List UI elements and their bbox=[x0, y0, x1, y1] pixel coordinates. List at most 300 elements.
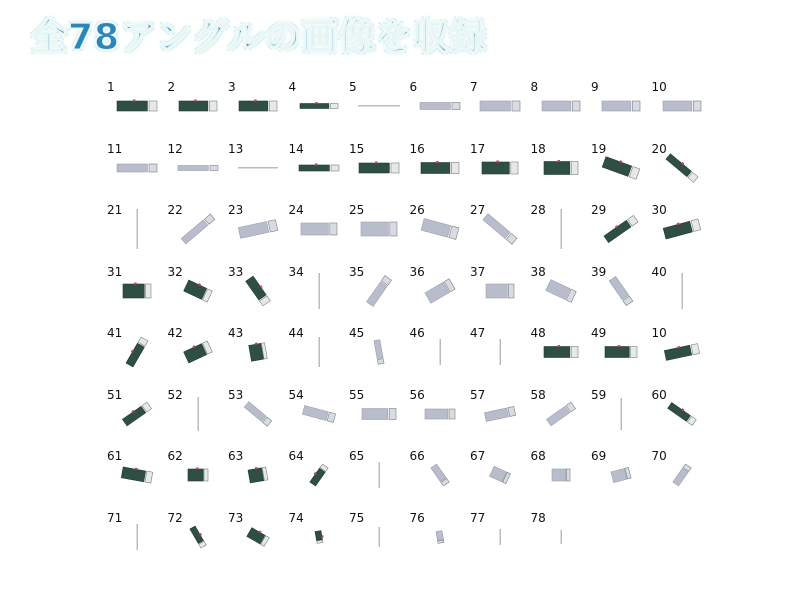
board-panel-shape bbox=[667, 402, 690, 421]
angle-number: 18 bbox=[530, 141, 546, 156]
board-panel-shape bbox=[602, 101, 631, 111]
angle-model-image bbox=[652, 340, 712, 386]
angle-number: 25 bbox=[349, 203, 365, 217]
angle-number: 64 bbox=[288, 449, 304, 463]
angle-model-image bbox=[591, 463, 651, 509]
board-panel-shape bbox=[244, 401, 266, 421]
angle-number: 32 bbox=[167, 264, 183, 279]
angle-number: 10 bbox=[651, 80, 667, 94]
angle-model-image bbox=[107, 402, 167, 448]
angle-thumbnail bbox=[168, 80, 228, 140]
side-unit-shape bbox=[571, 161, 578, 174]
angle-thumbnail bbox=[652, 326, 712, 386]
accent-mark-shape bbox=[255, 342, 258, 344]
angle-thumbnail bbox=[168, 265, 228, 325]
angle-thumbnail bbox=[349, 142, 409, 202]
angle-number: 7 bbox=[470, 80, 478, 94]
angle-model-image bbox=[107, 94, 167, 140]
angle-thumbnail bbox=[228, 203, 288, 263]
thin-edge-shape bbox=[318, 337, 320, 367]
angle-thumbnail bbox=[107, 449, 167, 509]
accent-mark-shape bbox=[321, 535, 323, 538]
angle-thumbnail bbox=[228, 388, 288, 448]
angle-thumbnail bbox=[168, 388, 228, 448]
side-unit-shape bbox=[268, 220, 278, 232]
angle-model-image bbox=[168, 340, 228, 386]
angle-number: 58 bbox=[530, 387, 546, 402]
board-panel-shape bbox=[179, 101, 208, 111]
angle-number: 23 bbox=[228, 203, 244, 217]
thin-edge-shape bbox=[621, 398, 623, 430]
angle-model-image bbox=[470, 279, 530, 325]
page-title: 全78アングルの画像を収録 bbox=[31, 17, 487, 58]
thin-edge-shape bbox=[379, 462, 381, 488]
angle-thumbnail bbox=[228, 265, 288, 325]
thin-edge-shape bbox=[358, 105, 400, 107]
angle-thumbnail bbox=[289, 388, 349, 448]
board-panel-shape bbox=[420, 103, 450, 110]
angle-model-image bbox=[470, 156, 530, 202]
angle-thumbnail bbox=[349, 203, 409, 263]
angle-number: 27 bbox=[470, 203, 486, 217]
board-panel-shape bbox=[542, 101, 571, 111]
angle-model-image bbox=[168, 156, 228, 202]
angle-number: 61 bbox=[107, 449, 123, 463]
angle-thumbnail bbox=[470, 511, 530, 571]
board-panel-shape bbox=[122, 406, 145, 426]
side-unit-shape bbox=[377, 359, 384, 365]
angle-number: 43 bbox=[228, 326, 244, 340]
board-panel-shape bbox=[430, 464, 445, 482]
thin-edge-shape bbox=[137, 524, 139, 550]
board-panel-shape bbox=[605, 347, 629, 358]
angle-number: 42 bbox=[167, 326, 183, 340]
angle-model-image bbox=[652, 402, 712, 448]
angle-number: 41 bbox=[107, 326, 123, 340]
board-panel-shape bbox=[665, 153, 690, 176]
angle-number: 37 bbox=[470, 264, 486, 279]
angle-number: 70 bbox=[651, 449, 667, 463]
board-panel-shape bbox=[300, 104, 329, 109]
angle-number: 34 bbox=[288, 264, 304, 279]
side-unit-shape bbox=[391, 163, 399, 173]
angle-number: 21 bbox=[107, 203, 123, 217]
board-panel-shape bbox=[421, 219, 451, 238]
angle-model-image bbox=[107, 525, 167, 571]
angle-thumbnail bbox=[228, 326, 288, 386]
thin-edge-shape bbox=[500, 339, 502, 365]
side-unit-shape bbox=[448, 226, 458, 239]
board-panel-shape bbox=[301, 223, 328, 235]
angle-model-image bbox=[349, 156, 409, 202]
angle-model-image bbox=[591, 156, 651, 202]
angle-number: 57 bbox=[470, 387, 486, 402]
thin-edge-shape bbox=[500, 529, 502, 545]
accent-mark-shape bbox=[375, 161, 378, 163]
angle-number: 10 bbox=[651, 326, 667, 340]
board-panel-shape bbox=[309, 468, 324, 486]
side-unit-shape bbox=[327, 412, 336, 422]
board-panel-shape bbox=[126, 343, 144, 367]
angle-thumbnail bbox=[652, 449, 712, 509]
board-panel-shape bbox=[546, 406, 569, 426]
side-unit-shape bbox=[449, 409, 455, 419]
angle-model-image bbox=[410, 94, 470, 140]
angle-thumbnail bbox=[289, 265, 349, 325]
angle-model-image bbox=[168, 463, 228, 509]
angle-thumbnail bbox=[531, 142, 591, 202]
angle-number: 29 bbox=[591, 203, 607, 217]
board-panel-shape bbox=[484, 407, 508, 421]
angle-number: 36 bbox=[409, 264, 425, 279]
board-panel-shape bbox=[602, 156, 631, 176]
angle-model-image bbox=[228, 217, 288, 263]
angle-thumbnail bbox=[652, 265, 712, 325]
side-unit-shape bbox=[631, 347, 637, 358]
thin-edge-shape bbox=[379, 527, 381, 547]
angle-thumbnail bbox=[531, 265, 591, 325]
angle-model-image bbox=[289, 279, 349, 325]
angle-thumbnail bbox=[107, 388, 167, 448]
angle-model-image bbox=[289, 525, 349, 571]
angle-thumbnail bbox=[470, 142, 530, 202]
angle-model-image bbox=[107, 279, 167, 325]
side-unit-shape bbox=[331, 165, 339, 171]
angle-model-image bbox=[168, 402, 228, 448]
angle-number: 22 bbox=[167, 203, 183, 217]
board-panel-shape bbox=[663, 101, 692, 111]
angle-model-image bbox=[470, 94, 530, 140]
board-panel-shape bbox=[609, 276, 629, 299]
angle-number: 76 bbox=[409, 510, 425, 525]
angle-model-image bbox=[349, 402, 409, 448]
angle-number: 78 bbox=[530, 510, 546, 525]
angle-thumbnail bbox=[591, 326, 651, 386]
angle-model-image bbox=[470, 402, 530, 448]
angle-model-image bbox=[289, 217, 349, 263]
side-unit-shape bbox=[204, 469, 208, 481]
board-panel-shape bbox=[436, 530, 443, 540]
angle-model-image bbox=[531, 279, 591, 325]
angle-number: 38 bbox=[530, 264, 546, 279]
accent-mark-shape bbox=[134, 282, 137, 284]
angle-thumbnail bbox=[107, 326, 167, 386]
angle-model-image bbox=[228, 402, 288, 448]
angle-thumbnail bbox=[531, 326, 591, 386]
angle-model-image bbox=[470, 340, 530, 386]
side-unit-shape bbox=[329, 223, 336, 235]
angle-thumbnail bbox=[228, 511, 288, 571]
angle-thumbnail bbox=[289, 142, 349, 202]
board-panel-shape bbox=[544, 347, 570, 358]
side-unit-shape bbox=[508, 284, 514, 298]
angle-thumbnail bbox=[410, 203, 470, 263]
angle-model-image bbox=[470, 217, 530, 263]
angle-number: 4 bbox=[288, 80, 297, 94]
angle-model-image bbox=[591, 279, 651, 325]
angle-number: 71 bbox=[107, 510, 123, 525]
angle-number: 60 bbox=[651, 387, 667, 402]
angle-model-image bbox=[289, 156, 349, 202]
angle-model-image bbox=[531, 340, 591, 386]
angle-number: 33 bbox=[228, 264, 244, 279]
side-unit-shape bbox=[690, 344, 699, 355]
angle-thumbnail bbox=[591, 142, 651, 202]
angle-model-image bbox=[168, 525, 228, 571]
board-panel-shape bbox=[248, 468, 264, 483]
board-panel-shape bbox=[374, 340, 383, 359]
angle-number: 8 bbox=[530, 80, 539, 94]
angle-thumbnail bbox=[107, 142, 167, 202]
angle-number: 56 bbox=[409, 387, 425, 402]
angle-number: 67 bbox=[470, 449, 486, 463]
angle-model-image bbox=[591, 402, 651, 448]
accent-mark-shape bbox=[254, 100, 257, 102]
angle-number: 5 bbox=[349, 80, 357, 94]
angle-number: 30 bbox=[651, 203, 667, 217]
accent-mark-shape bbox=[557, 160, 560, 162]
angle-model-image bbox=[107, 340, 167, 386]
angle-model-image bbox=[107, 217, 167, 263]
angle-number: 77 bbox=[470, 510, 486, 525]
side-unit-shape bbox=[149, 101, 157, 111]
angle-number: 63 bbox=[228, 449, 244, 463]
thin-edge-shape bbox=[238, 167, 278, 169]
angle-model-image bbox=[228, 156, 288, 202]
board-panel-shape bbox=[604, 220, 631, 242]
angle-model-image bbox=[349, 94, 409, 140]
angle-model-image bbox=[531, 156, 591, 202]
angle-thumbnail bbox=[531, 203, 591, 263]
angle-thumbnail bbox=[652, 142, 712, 202]
angle-thumbnail bbox=[410, 80, 470, 140]
board-panel-shape bbox=[249, 343, 264, 361]
angle-number: 45 bbox=[349, 326, 365, 340]
angle-number: 74 bbox=[288, 510, 304, 525]
angle-thumbnail bbox=[228, 80, 288, 140]
angle-model-image bbox=[168, 94, 228, 140]
angle-thumbnail bbox=[349, 388, 409, 448]
angle-number: 73 bbox=[228, 510, 244, 525]
angle-number: 17 bbox=[470, 141, 486, 156]
accent-mark-shape bbox=[135, 468, 138, 470]
board-panel-shape bbox=[183, 280, 206, 299]
board-panel-shape bbox=[188, 469, 203, 481]
angle-thumbnail bbox=[531, 80, 591, 140]
angle-model-image bbox=[289, 402, 349, 448]
angle-model-image bbox=[591, 94, 651, 140]
angle-number: 24 bbox=[288, 203, 304, 217]
angle-model-image bbox=[531, 463, 591, 509]
board-panel-shape bbox=[299, 165, 329, 171]
angle-number: 6 bbox=[409, 80, 418, 94]
angle-model-image bbox=[531, 402, 591, 448]
accent-mark-shape bbox=[557, 345, 560, 347]
angle-number: 46 bbox=[409, 326, 425, 340]
angle-model-image bbox=[470, 525, 530, 571]
angle-thumbnail bbox=[591, 203, 651, 263]
angle-number: 15 bbox=[349, 141, 365, 156]
board-panel-shape bbox=[359, 163, 389, 173]
board-panel-shape bbox=[121, 467, 145, 482]
side-unit-shape bbox=[209, 101, 217, 111]
board-panel-shape bbox=[672, 468, 687, 486]
angle-thumbnail bbox=[349, 511, 409, 571]
angle-model-image bbox=[228, 525, 288, 571]
angle-model-image bbox=[652, 217, 712, 263]
angle-number: 35 bbox=[349, 264, 365, 279]
side-unit-shape bbox=[512, 101, 520, 111]
angle-thumbnail bbox=[470, 326, 530, 386]
angle-number: 12 bbox=[167, 141, 183, 156]
angle-model-image bbox=[349, 340, 409, 386]
angle-thumbnail bbox=[591, 265, 651, 325]
angle-thumbnail bbox=[349, 326, 409, 386]
board-panel-shape bbox=[302, 405, 328, 420]
angle-thumbnail bbox=[349, 265, 409, 325]
side-unit-shape bbox=[145, 471, 153, 483]
board-panel-shape bbox=[544, 161, 570, 174]
board-panel-shape bbox=[178, 165, 208, 170]
board-panel-shape bbox=[362, 408, 388, 419]
angle-thumbnail bbox=[289, 326, 349, 386]
angle-number: 69 bbox=[591, 449, 607, 463]
angle-number: 47 bbox=[470, 326, 486, 340]
angle-number: 75 bbox=[349, 510, 365, 525]
board-panel-shape bbox=[486, 284, 507, 298]
board-panel-shape bbox=[424, 282, 448, 303]
angle-number: 59 bbox=[591, 387, 607, 402]
angle-number: 66 bbox=[409, 449, 425, 463]
angle-model-image bbox=[228, 340, 288, 386]
angle-model-image bbox=[349, 525, 409, 571]
angle-number: 14 bbox=[288, 141, 304, 156]
side-unit-shape bbox=[452, 103, 460, 110]
angle-thumbnail bbox=[652, 388, 712, 448]
angle-model-image bbox=[228, 279, 288, 325]
board-panel-shape bbox=[246, 276, 266, 300]
board-panel-shape bbox=[117, 101, 147, 111]
angle-model-image bbox=[168, 217, 228, 263]
side-unit-shape bbox=[693, 101, 701, 111]
angle-model-image bbox=[591, 217, 651, 263]
thin-edge-shape bbox=[560, 530, 562, 544]
angle-thumbnail bbox=[470, 203, 530, 263]
angle-model-image bbox=[531, 94, 591, 140]
angle-thumbnail bbox=[591, 449, 651, 509]
board-panel-shape bbox=[552, 469, 566, 481]
angle-thumbnail bbox=[652, 203, 712, 263]
board-panel-shape bbox=[239, 101, 268, 111]
board-panel-shape bbox=[545, 279, 569, 299]
angle-thumbnail bbox=[531, 449, 591, 509]
accent-mark-shape bbox=[194, 100, 197, 102]
angle-thumbnail bbox=[168, 326, 228, 386]
angle-number: 28 bbox=[530, 203, 546, 217]
angle-number: 19 bbox=[591, 141, 607, 156]
thin-edge-shape bbox=[560, 209, 562, 249]
angle-number: 2 bbox=[167, 80, 176, 94]
side-unit-shape bbox=[451, 162, 459, 173]
angle-model-image bbox=[349, 463, 409, 509]
thin-edge-shape bbox=[197, 397, 199, 431]
angle-model-image bbox=[289, 463, 349, 509]
side-unit-shape bbox=[572, 101, 580, 111]
angle-model-image bbox=[410, 525, 470, 571]
side-unit-shape bbox=[149, 164, 157, 172]
angle-thumbnail bbox=[410, 388, 470, 448]
angle-model-image bbox=[531, 217, 591, 263]
board-panel-shape bbox=[367, 281, 388, 306]
thin-edge-shape bbox=[681, 273, 683, 309]
accent-mark-shape bbox=[436, 161, 439, 163]
angle-thumbnail bbox=[410, 511, 470, 571]
angle-thumbnail bbox=[470, 80, 530, 140]
angle-number: 72 bbox=[167, 510, 183, 525]
angle-model-image bbox=[289, 94, 349, 140]
angle-model-image bbox=[652, 156, 712, 202]
angle-model-image bbox=[349, 279, 409, 325]
board-panel-shape bbox=[421, 162, 450, 173]
angle-number: 51 bbox=[107, 387, 123, 402]
board-panel-shape bbox=[181, 220, 208, 244]
angle-number: 44 bbox=[288, 326, 304, 340]
accent-mark-shape bbox=[196, 468, 199, 470]
angle-number: 13 bbox=[228, 141, 244, 156]
angle-thumbnail bbox=[289, 80, 349, 140]
side-unit-shape bbox=[389, 408, 396, 419]
angle-thumbnail bbox=[107, 80, 167, 140]
angle-thumbnail bbox=[591, 80, 651, 140]
angle-model-image bbox=[107, 463, 167, 509]
angle-number: 49 bbox=[591, 326, 607, 340]
side-unit-shape bbox=[511, 162, 518, 174]
angle-number: 65 bbox=[349, 449, 365, 463]
angle-thumbnail bbox=[652, 80, 712, 140]
angle-model-image bbox=[289, 340, 349, 386]
angle-model-image bbox=[531, 525, 591, 571]
angle-thumbnail bbox=[410, 326, 470, 386]
angle-number: 39 bbox=[591, 264, 607, 279]
angle-thumbnail bbox=[168, 449, 228, 509]
board-panel-shape bbox=[482, 162, 509, 174]
angle-number: 48 bbox=[530, 326, 546, 340]
angle-number: 52 bbox=[167, 387, 183, 402]
board-panel-shape bbox=[123, 284, 144, 298]
accent-mark-shape bbox=[618, 345, 621, 347]
angle-number: 54 bbox=[288, 387, 304, 402]
angle-thumbnail bbox=[107, 511, 167, 571]
thin-edge-shape bbox=[137, 209, 139, 249]
thin-edge-shape bbox=[439, 339, 441, 365]
angle-thumbnail bbox=[168, 511, 228, 571]
angle-model-image bbox=[410, 402, 470, 448]
board-panel-shape bbox=[238, 222, 269, 239]
thin-edge-shape bbox=[318, 273, 320, 309]
board-panel-shape bbox=[361, 222, 388, 236]
angle-number: 62 bbox=[167, 449, 183, 463]
angle-number: 40 bbox=[651, 264, 667, 279]
angle-thumbnail bbox=[168, 142, 228, 202]
board-panel-shape bbox=[480, 101, 510, 111]
angle-number: 1 bbox=[107, 80, 115, 94]
angle-number: 11 bbox=[107, 141, 123, 156]
accent-mark-shape bbox=[133, 100, 136, 102]
angle-thumbnail bbox=[107, 203, 167, 263]
angle-number: 31 bbox=[107, 264, 123, 279]
angle-model-image bbox=[652, 279, 712, 325]
side-unit-shape bbox=[210, 165, 218, 170]
